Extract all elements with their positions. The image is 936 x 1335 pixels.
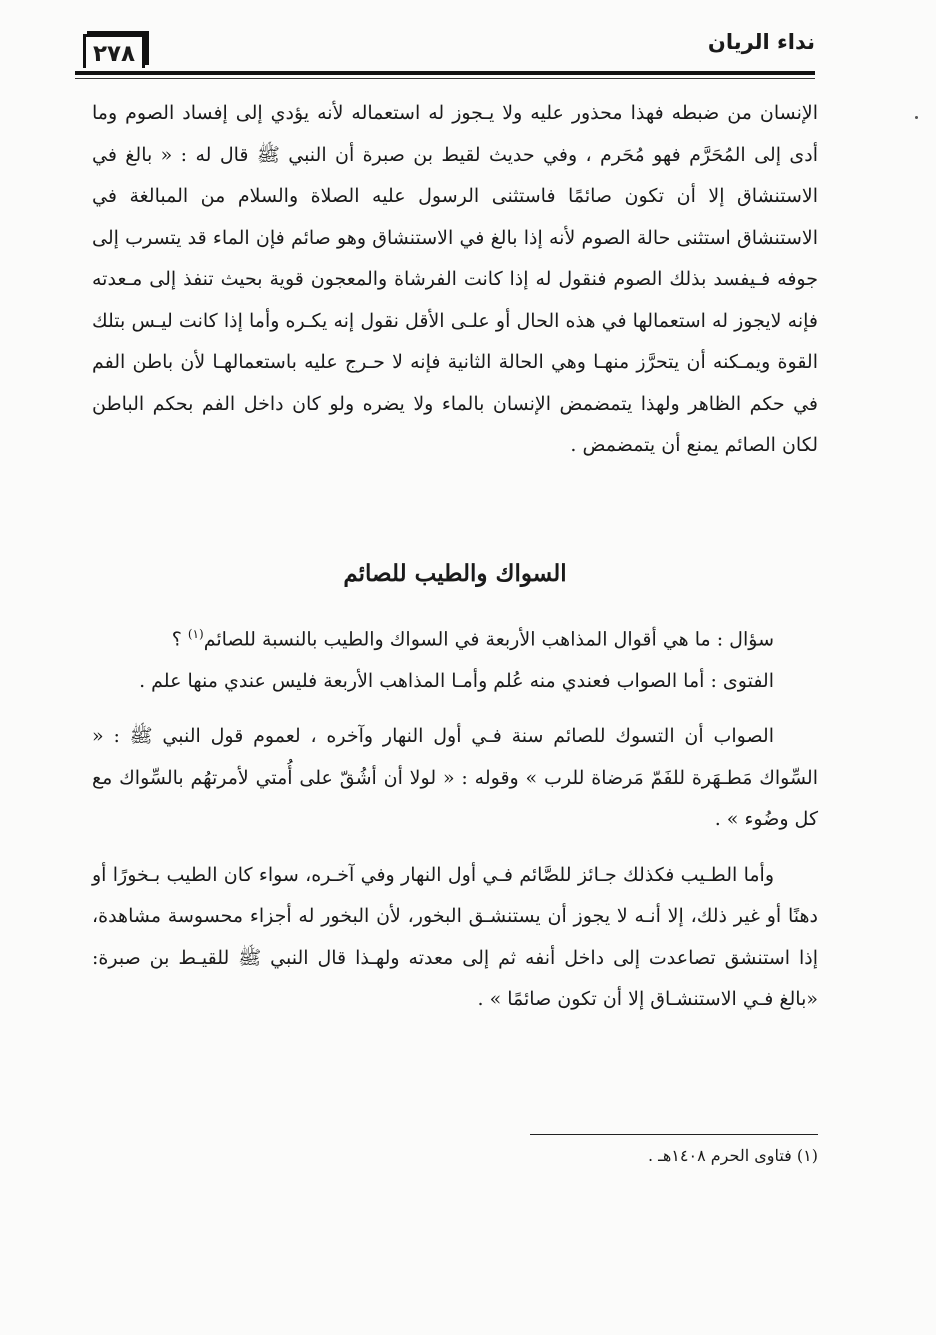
- question-text: سؤال : ما هي أقوال المذاهب الأربعة في السواك والطيب بالنسبة للصائم: [203, 628, 774, 651]
- footnote-rule: [530, 1134, 818, 1135]
- header-rule-thin: [75, 78, 815, 79]
- question: [92, 614, 818, 661]
- running-title: نداء الريان: [707, 30, 815, 54]
- body-paragraph: الإنسان من ضبطه فهذا محذور عليه ولا يـجوز له استعماله لأنه يؤدي إلى إفساد الصوم وما أدى إلى المُحَرَّم فهو مُحَرم ، وفي حديث لقيط بن صبرة أن النبي ﷺ قال له : « بالغ في الاستنشاق إلا أن تكون صائمًا فاستثنى الرسول عليه الصلاة والسلام من المبالغة في الاستنشاق استثنى حالة الصوم لأنه إذا بالغ في الاستنشاق وهو صائم فإن الماء قد يتسرب إلى جوفه فـيفسد بذلك الصوم فنقول له إذا كانت الفرشاة والمعجون قوية بحيث تنفذ إلى مـعدته فإنه لايجوز له استعمالها في هذه الحال أو علـى الأقل نقول إنه يكـره وأما إذا كانت ليـس بتلك القوة ويمـكنه أن يتحرَّز منهـا وهي الحالة الثانية فإنه لا حـرج عليه باستعمالهـا لأن باطن الفم في حكم الظاهر ولهذا يتمضمض الإنسان بالماء ولا يضره ولو كان داخل الفم بحكم الباطن لكان الصائم يمنع أن يتمضمض .: [92, 102, 818, 456]
- footnote: (١) فتاوى الحرم ١٤٠٨هـ .: [648, 1146, 818, 1165]
- answer-intro: الفتوى : أما الصواب فعندي منه عُلم وأمـا المذاهب الأربعة فليس عندي منها علم .: [139, 669, 774, 692]
- paragraph-perfume: وأما الطـيب فكذلك جـائز للصَّائم فـي أول النهار وفي آخـره، سواء كان الطيب بـخورًا أو دهنًا أو غير ذلك، إلا أنـه لا يجوز أن يستنشـق البخور، لأن البخور له أجزاء محسوسة مشاهدة، إذا استنشق تصاعدت إلى داخل أنفه ثم إلى معدته ولهـذا قال النبي ﷺ للقيـط بن صبرة: «بالغ فـي الاستنشـاق إلا أن تكون صائمًا » .: [92, 863, 818, 1011]
- header-rule: [75, 71, 815, 75]
- page-header: [75, 20, 815, 76]
- question-answer-section: [92, 614, 818, 1021]
- paragraph-siwak: الصواب أن التسوك للصائم سنة فـي أول النهار وآخره ، لعموم قول النبي ﷺ : « السِّواك مَطـهَرة للفَمّ مَرضاة للرب » وقوله : « لولا أن أشُقّ على أُمتي لأمرتهُم بالسِّواك مع كل وضُوء » .: [92, 725, 818, 831]
- footnote-ref: (١): [187, 627, 204, 641]
- question-mark: ؟: [171, 628, 188, 651]
- margin-speck: [915, 116, 918, 119]
- page-number: ٢٧٨: [83, 34, 145, 68]
- section-heading: السواك والطيب للصائم: [343, 560, 567, 587]
- body-text: [92, 93, 818, 467]
